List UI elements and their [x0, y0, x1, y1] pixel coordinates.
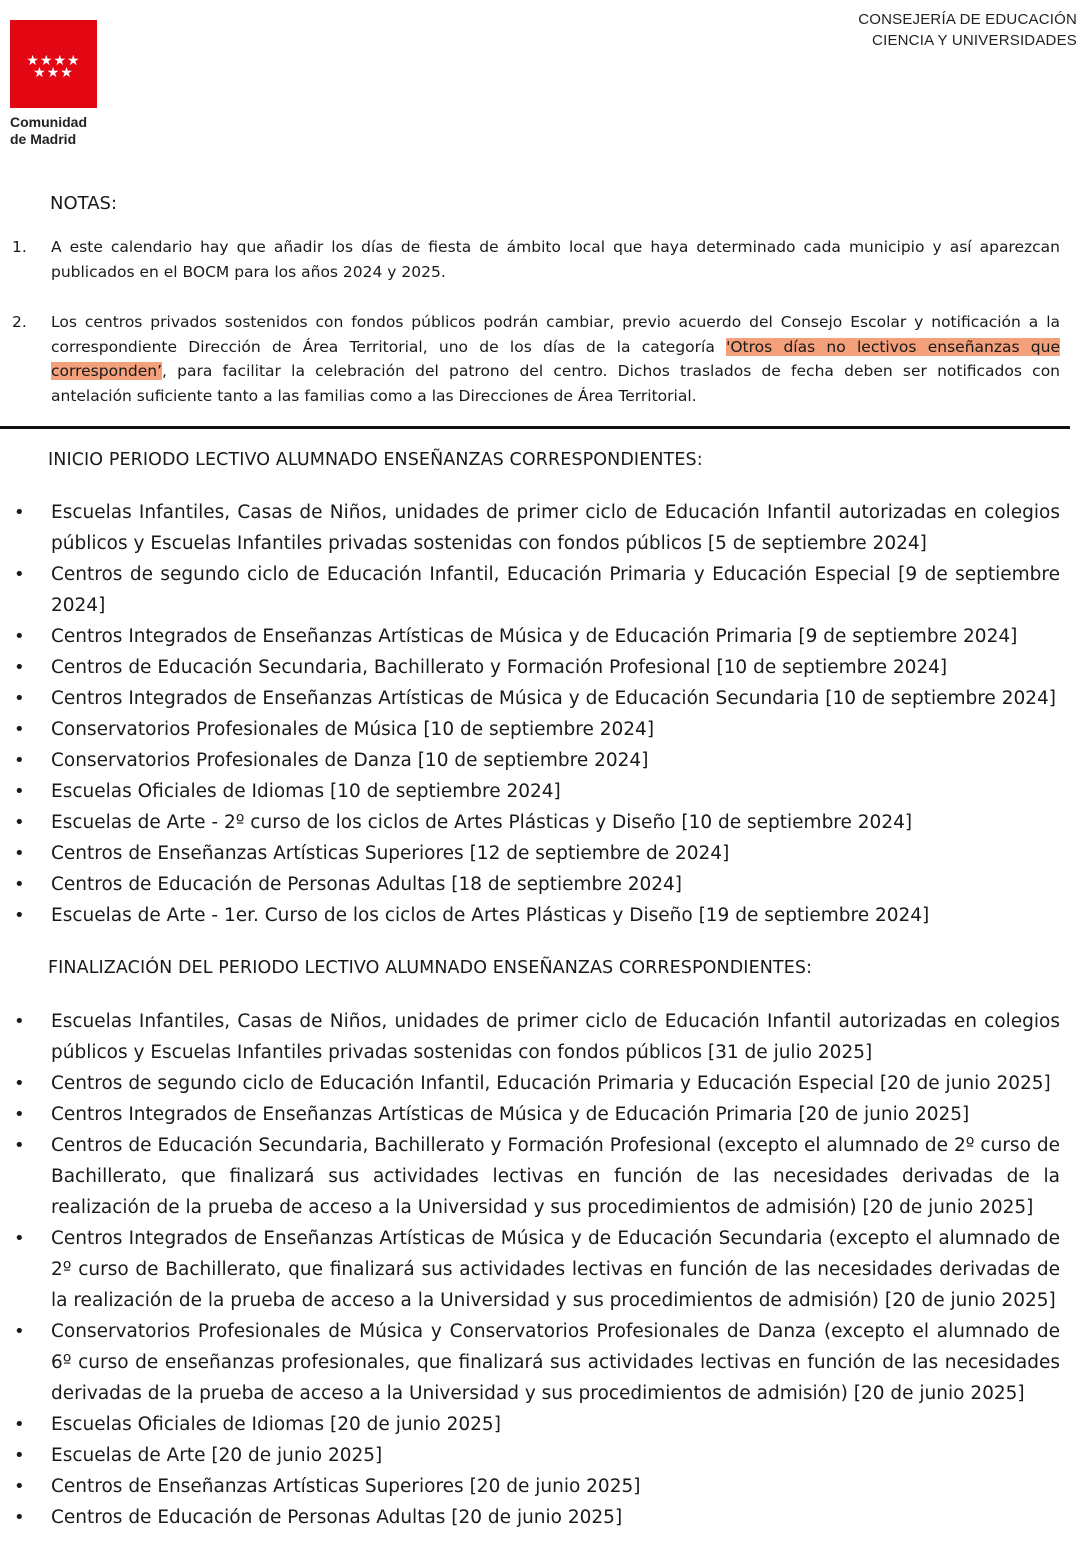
bullet-icon: • — [14, 502, 25, 523]
bullet-icon: • — [14, 1507, 25, 1528]
list-item-text: Centros de Educación de Personas Adultas [20 de junio 2025] — [51, 1507, 623, 1528]
list-item-text: Escuelas de Arte - 1er. Curso de los ciclos de Artes Plásticas y Diseño [19 de septiembre 2024] — [51, 905, 930, 926]
department-line2: CIENCIA Y UNIVERSIDADES — [872, 32, 1077, 49]
list-item-text: Escuelas Oficiales de Idiomas [10 de septiembre 2024] — [51, 781, 561, 802]
list-item-text: Centros de Enseñanzas Artísticas Superiores [20 de junio 2025] — [51, 1476, 641, 1497]
list-item — [0, 621, 1091, 652]
list-item — [0, 1409, 1091, 1440]
note-number: 1. — [12, 238, 27, 256]
note-item-1 — [12, 235, 1060, 284]
bullet-icon: • — [14, 1476, 25, 1497]
list-item — [0, 714, 1091, 745]
list-item — [0, 1316, 1091, 1409]
logo-text-line1: Comunidad — [10, 114, 87, 130]
list-item-text: Centros de segundo ciclo de Educación Infantil, Educación Primaria y Educación Especial [9 de septiembre 2024] — [51, 564, 1060, 616]
bullet-icon: • — [14, 812, 25, 833]
bullet-icon: • — [14, 905, 25, 926]
section-divider — [0, 426, 1070, 429]
list-item-text: Centros de Enseñanzas Artísticas Superiores [12 de septiembre de 2024] — [51, 843, 730, 864]
bullet-icon: • — [14, 1414, 25, 1435]
list-item-text: Escuelas Oficiales de Idiomas [20 de junio 2025] — [51, 1414, 501, 1435]
logo-text — [10, 114, 100, 148]
bullet-icon: • — [14, 626, 25, 647]
department-line1: CONSEJERÍA DE EDUCACIÓN — [858, 11, 1077, 28]
list-item-text: Escuelas Infantiles, Casas de Niños, unidades de primer ciclo de Educación Infantil autorizadas en colegios públicos y Escuelas Infantiles privadas sostenidas con fondos públicos [31 de julio 2025] — [51, 1011, 1060, 1063]
bullet-icon: • — [14, 1104, 25, 1125]
finalizacion-section-title: FINALIZACIÓN DEL PERIODO LECTIVO ALUMNADO ENSEÑANZAS CORRESPONDIENTES: — [48, 958, 813, 978]
bullet-icon: • — [14, 874, 25, 895]
list-item — [0, 1068, 1091, 1099]
inicio-section-title: INICIO PERIODO LECTIVO ALUMNADO ENSEÑANZAS CORRESPONDIENTES: — [48, 450, 703, 470]
list-item-text: Centros de Educación Secundaria, Bachillerato y Formación Profesional [10 de septiembre 2024] — [51, 657, 948, 678]
note-text: A este calendario hay que añadir los días de fiesta de ámbito local que haya determinado cada municipio y así aparezcan publicados en el BOCM para los años 2024 y 2025. — [51, 238, 1060, 281]
bullet-icon: • — [14, 1321, 25, 1342]
department-header — [858, 9, 1077, 51]
list-item — [0, 1130, 1091, 1223]
comunidad-de-madrid-logo — [10, 20, 100, 148]
list-item — [0, 559, 1091, 621]
finalizacion-list — [0, 1006, 1091, 1533]
bullet-icon: • — [14, 1228, 25, 1249]
list-item-text: Centros Integrados de Enseñanzas Artísticas de Música y de Educación Primaria [20 de junio 2025] — [51, 1104, 970, 1125]
note-text — [51, 310, 1060, 408]
note-text-after: , para facilitar la celebración del patrono del centro. Dichos traslados de fecha deben ser notificados con antelación suficiente tanto a las familias como a las Direcciones de Área Territorial. — [51, 362, 1060, 405]
bullet-icon: • — [14, 657, 25, 678]
list-item — [0, 745, 1091, 776]
note-text-before: Los centros privados sostenidos con fondos públicos podrán cambiar, previo acuerdo del Consejo Escolar y notificación a la correspondiente Dirección de Área Territorial, uno de los días de la categoría — [51, 313, 1060, 356]
list-item — [0, 683, 1091, 714]
list-item — [0, 1006, 1091, 1068]
list-item — [0, 776, 1091, 807]
list-item — [0, 807, 1091, 838]
list-item-text: Escuelas de Arte [20 de junio 2025] — [51, 1445, 383, 1466]
list-item — [0, 1502, 1091, 1533]
list-item-text: Escuelas de Arte - 2º curso de los ciclos de Artes Plásticas y Diseño [10 de septiembre 2024] — [51, 812, 913, 833]
logo-stars-row1: ★★★★ — [26, 52, 81, 68]
logo-stars-row2: ★★★ — [33, 64, 74, 80]
logo-text-line2: de Madrid — [10, 131, 77, 147]
bullet-icon: • — [14, 750, 25, 771]
list-item-text: Centros Integrados de Enseñanzas Artísticas de Música y de Educación Secundaria (excepto el alumnado de 2º curso de Bachillerato, que finalizará sus actividades lectivas en función de las necesidades derivadas de la realización de la prueba de acceso a la Universidad y sus procedimientos de admisión) [20 de junio 2025] — [51, 1228, 1060, 1311]
list-item — [0, 1440, 1091, 1471]
list-item — [0, 838, 1091, 869]
list-item-text: Conservatorios Profesionales de Música y Conservatorios Profesionales de Danza (excepto el alumnado de 6º curso de enseñanzas profesionales, que finalizará sus actividades lectivas en función de las necesidades derivadas de la prueba de acceso a la Universidad y sus procedimientos de admisión) [20 de junio 2025] — [51, 1321, 1060, 1404]
list-item-text: Centros de segundo ciclo de Educación Infantil, Educación Primaria y Educación Especial [20 de junio 2025] — [51, 1073, 1051, 1094]
bullet-icon: • — [14, 1073, 25, 1094]
bullet-icon: • — [14, 843, 25, 864]
highlighted-category-text: 'Otros días no lectivos enseñanzas que corresponden’ — [51, 337, 1061, 380]
list-item-text: Centros Integrados de Enseñanzas Artísticas de Música y de Educación Primaria [9 de septiembre 2024] — [51, 626, 1018, 647]
list-item — [0, 1099, 1091, 1130]
list-item-text: Centros de Educación Secundaria, Bachillerato y Formación Profesional (excepto el alumnado de 2º curso de Bachillerato, que finalizará sus actividades lectivas en función de las necesidades derivadas de la realización de la prueba de acceso a la Universidad y sus procedimientos de admisión) [20 de junio 2025] — [51, 1135, 1060, 1218]
list-item-text: Centros Integrados de Enseñanzas Artísticas de Música y de Educación Secundaria [10 de septiembre 2024] — [51, 688, 1056, 709]
bullet-icon: • — [14, 1011, 25, 1032]
bullet-icon: • — [14, 564, 25, 585]
note-number: 2. — [12, 313, 27, 331]
list-item — [0, 1223, 1091, 1316]
logo-flag-icon — [10, 20, 97, 108]
list-item-text: Conservatorios Profesionales de Música [10 de septiembre 2024] — [51, 719, 655, 740]
bullet-icon: • — [14, 719, 25, 740]
list-item-text: Escuelas Infantiles, Casas de Niños, unidades de primer ciclo de Educación Infantil autorizadas en colegios públicos y Escuelas Infantiles privadas sostenidas con fondos públicos [5 de septiembre 2024] — [51, 502, 1060, 554]
notes-title: NOTAS: — [50, 193, 118, 214]
list-item — [0, 869, 1091, 900]
list-item — [0, 497, 1091, 559]
bullet-icon: • — [14, 781, 25, 802]
inicio-list — [0, 497, 1091, 931]
note-item-2 — [12, 310, 1060, 408]
bullet-icon: • — [14, 1135, 25, 1156]
bullet-icon: • — [14, 1445, 25, 1466]
list-item — [0, 652, 1091, 683]
list-item — [0, 900, 1091, 931]
bullet-icon: • — [14, 688, 25, 709]
list-item-text: Conservatorios Profesionales de Danza [10 de septiembre 2024] — [51, 750, 649, 771]
list-item — [0, 1471, 1091, 1502]
list-item-text: Centros de Educación de Personas Adultas [18 de septiembre 2024] — [51, 874, 683, 895]
